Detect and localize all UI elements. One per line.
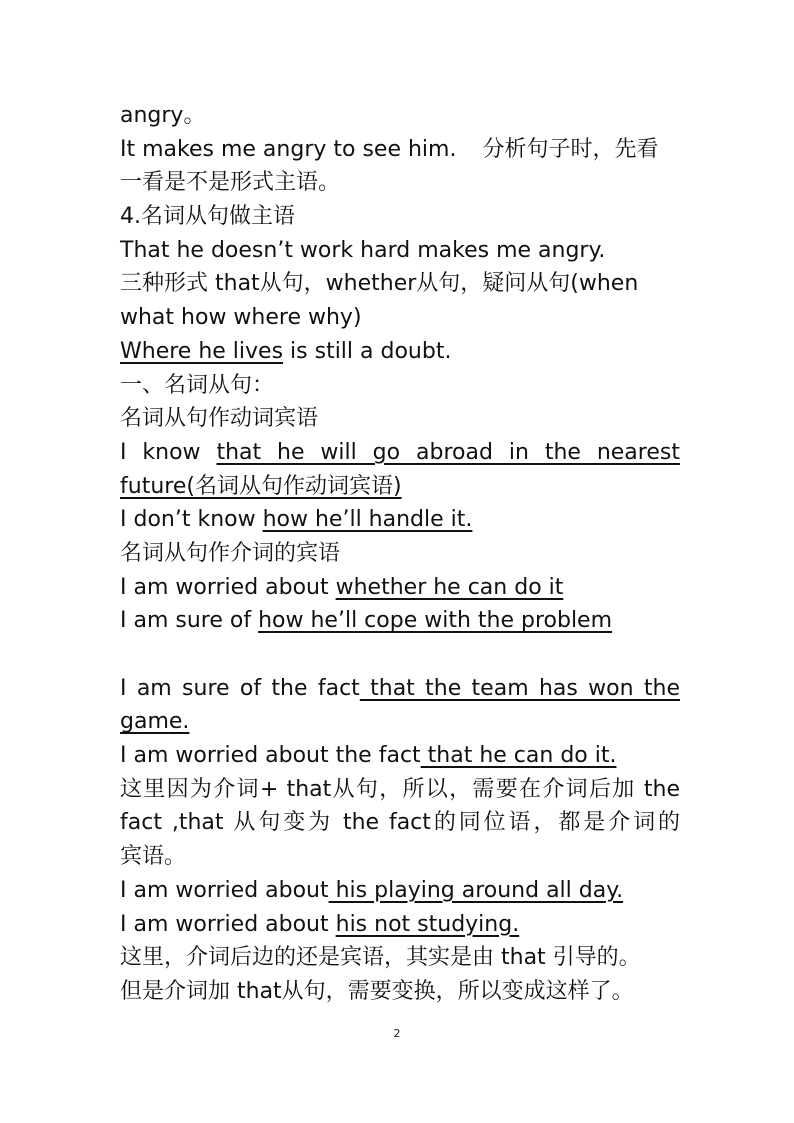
subheading	[120, 537, 680, 571]
text: 这里因为介词+ that从句，所以，需要在介词后加 the	[120, 776, 680, 802]
underlined-clause: Where he lives	[120, 338, 284, 364]
text-line	[120, 301, 680, 335]
text: angry。	[120, 103, 206, 128]
text-line	[120, 436, 680, 470]
document-body	[120, 99, 680, 1009]
text: 但是介词加 that从句，需要变换，所以变成这样了。	[120, 978, 634, 1004]
text: It makes me angry to see him.	[120, 136, 457, 162]
text-line	[120, 840, 680, 874]
underlined-clause: how he’ll cope with the problem	[258, 608, 613, 634]
underlined-clause: how he’ll handle it.	[262, 507, 473, 533]
text: fact ,that 从句变为 the fact的同位语，都是介词的	[120, 810, 680, 836]
text-line	[120, 234, 680, 268]
subheading	[120, 402, 680, 436]
text: I am worried about	[120, 877, 329, 903]
text: what how where why)	[120, 305, 362, 331]
underlined-clause: that he can do it.	[420, 743, 617, 769]
underlined-clause: whether he can do it	[335, 574, 564, 600]
text-line	[120, 908, 680, 942]
text: 分析句子时，先看	[482, 136, 659, 162]
text-line	[120, 503, 680, 537]
underlined-clause: that he will go abroad in the nearest	[216, 439, 680, 465]
text: 名词从句作介词的宾语	[120, 540, 341, 566]
text: I don’t know	[120, 507, 263, 533]
text: I am worried about	[120, 574, 336, 600]
text-line	[120, 705, 680, 739]
text-line	[120, 267, 680, 301]
section-heading	[120, 369, 680, 403]
text: 名词从句作动词宾语	[120, 406, 319, 432]
underlined-clause: future(名词从句作动词宾语)	[120, 473, 402, 499]
page-number: 2	[393, 1027, 401, 1040]
text-line	[120, 739, 680, 773]
underlined-clause: that the team has won the	[359, 675, 680, 701]
text: That he doesn’t work hard makes me angry.	[120, 237, 606, 263]
text: 一、名词从句：	[120, 372, 275, 398]
text: I am sure of the fact	[120, 675, 360, 701]
text: I am worried about the fact	[120, 743, 421, 769]
underlined-clause: his not studying.	[335, 911, 520, 937]
text: I am sure of	[120, 608, 259, 634]
text: is still a doubt.	[283, 338, 452, 364]
text-line	[120, 874, 680, 908]
text-line	[120, 335, 680, 369]
underlined-clause: game.	[120, 709, 190, 735]
text-line	[120, 166, 680, 200]
text: 这里，介词后边的还是宾语，其实是由 that 引导的。	[120, 945, 641, 971]
underlined-clause: his playing around all day.	[328, 877, 624, 903]
text-line	[120, 99, 680, 133]
text-line	[120, 604, 680, 638]
blank-line	[120, 638, 680, 672]
text: I know	[120, 439, 217, 465]
text: 宾语。	[120, 844, 187, 870]
section-heading	[120, 200, 680, 234]
text-line	[120, 133, 680, 167]
text: 三种形式 that从句，whether从句，疑问从句(when	[120, 271, 639, 297]
text-line	[120, 571, 680, 605]
text: I am worried about	[120, 911, 336, 937]
text: 一看是不是形式主语。	[120, 170, 341, 196]
text-line	[120, 806, 680, 840]
text: 4.名词从句做主语	[120, 204, 295, 230]
text-line	[120, 975, 680, 1009]
text-line	[120, 672, 680, 706]
text-line	[120, 470, 680, 504]
text-line	[120, 773, 680, 807]
text-line	[120, 941, 680, 975]
